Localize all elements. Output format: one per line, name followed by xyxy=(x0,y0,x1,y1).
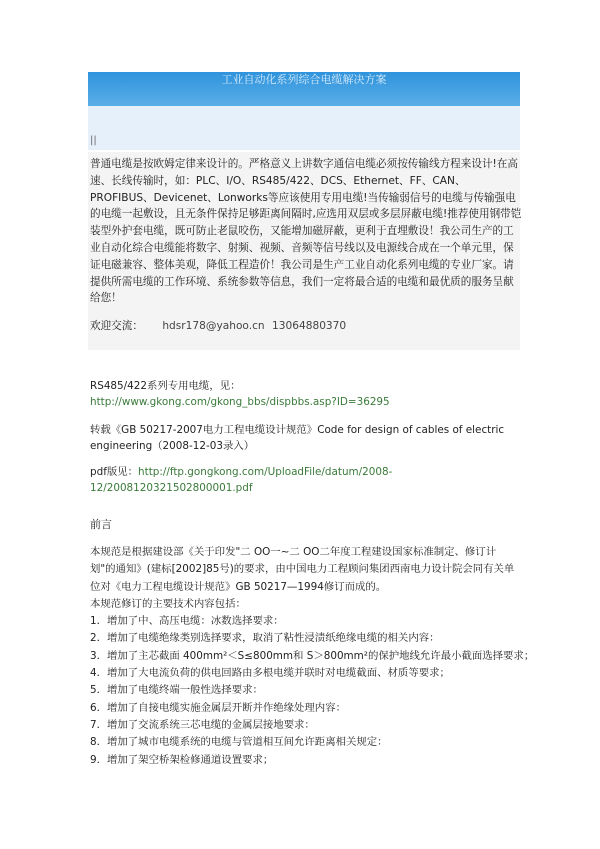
pdf-link[interactable]: http://ftp.gongkong.com/UploadFile/datum/2008-12/2008120321502800001.pdf xyxy=(90,466,393,494)
reference-section xyxy=(90,378,522,496)
list-item: 9．增加了架空桥架检修通道设置要求； xyxy=(90,753,274,766)
contact-phone: 13064880370 xyxy=(272,320,347,332)
header-banner xyxy=(88,72,520,106)
revision-list xyxy=(90,613,535,769)
list-item: 7．增加了交流系统三芯电缆的金属层接地要求： xyxy=(90,718,315,731)
repost-note: 转载《GB 50217-2007电力工程电缆设计规范》Code for design of cables of electric engineering（2008-12-03录入） xyxy=(90,424,505,452)
rs485-link[interactable]: http://www.gkong.com/gkong_bbs/dispbbs.asp?ID=36295 xyxy=(90,396,390,408)
sub-bar xyxy=(88,106,520,150)
list-item: 8．增加了城市电缆系统的电缆与管道相互间允许距离相关规定： xyxy=(90,736,388,749)
list-item: 4．增加了大电流负荷的供电回路由多根电缆并联时对电缆截面、材质等要求； xyxy=(90,667,450,680)
list-item: 6．增加了自接电缆实施金属层开断并作绝缘处理内容： xyxy=(90,701,346,714)
list-item: 1．增加了中、高压电缆：冰数选择要求： xyxy=(90,615,284,628)
list-item: 3．增加了主芯截面 400mm²＜S≤800mm和 S＞800mm²的保护地线允许最小截面选择要求； xyxy=(90,649,535,662)
contact-email[interactable]: hdsr178@yahoo.cn xyxy=(162,320,265,332)
banner-title: 工业自动化系列综合电缆解决方案 xyxy=(221,73,387,86)
rs485-label: RS485/422系列专用电缆，见： xyxy=(90,380,241,392)
preface-title: 前言 xyxy=(90,518,112,531)
pdf-label: pdf版见： xyxy=(90,466,139,478)
contact-line xyxy=(90,318,346,333)
preface-body xyxy=(90,544,535,769)
intro-paragraph: 普通电缆是按欧姆定律来设计的。严格意义上讲数字通信电缆必须按传输线方程来设计!在高速、长线传输时，如：PLC、I/O、RS485/422、DCS、Ethernet、FF、CAN、PROFIBUS、Devicenet、Lonworks等应该使用专用电缆!当传输弱信号的电缆与传输强电的电缆一起敷设，且无条件保持足够距离间隔时,应选用双层或多层屏蔽电缆!推荐使用钢带铠装型外护套电缆，既可防止老鼠咬伤，又能增加磁屏蔽，更利于直埋敷设！我公司生产的工业自动化综合电缆能将数字、射频、视频、音频等信号线以及电源线合成在一个单元里，保证电磁兼容、整体美观，降低工程造价！我公司是生产工业自动化系列电缆的专业厂家。请提供所需电缆的工作环境、系统参数等信息，我们一定将最合适的电缆和最优质的服务呈献给您！ xyxy=(90,158,522,305)
list-item: 2．增加了电缆绝缘类别选择要求，取消了粘性浸渍纸绝缘电缆的相关内容： xyxy=(90,632,440,645)
preface-paragraph-2: 本规范修订的主要技术内容包括： xyxy=(90,597,246,610)
sub-bar-mark: || xyxy=(90,135,97,146)
list-item: 5．增加了电缆终端一般性选择要求： xyxy=(90,684,263,697)
contact-label: 欢迎交流： xyxy=(90,320,143,332)
preface-paragraph-1: 本规范是根据建设部《关于印发"二 OO一~二 OO二年度工程建设国家标准制定、修订计划"的通知》(建标[2002]85号)的要求，由中国电力工程顾问集团西南电力设计院会同有关单位对《电力工程电缆设计规范》GB 50217—1994修订而成的。 xyxy=(90,546,515,593)
